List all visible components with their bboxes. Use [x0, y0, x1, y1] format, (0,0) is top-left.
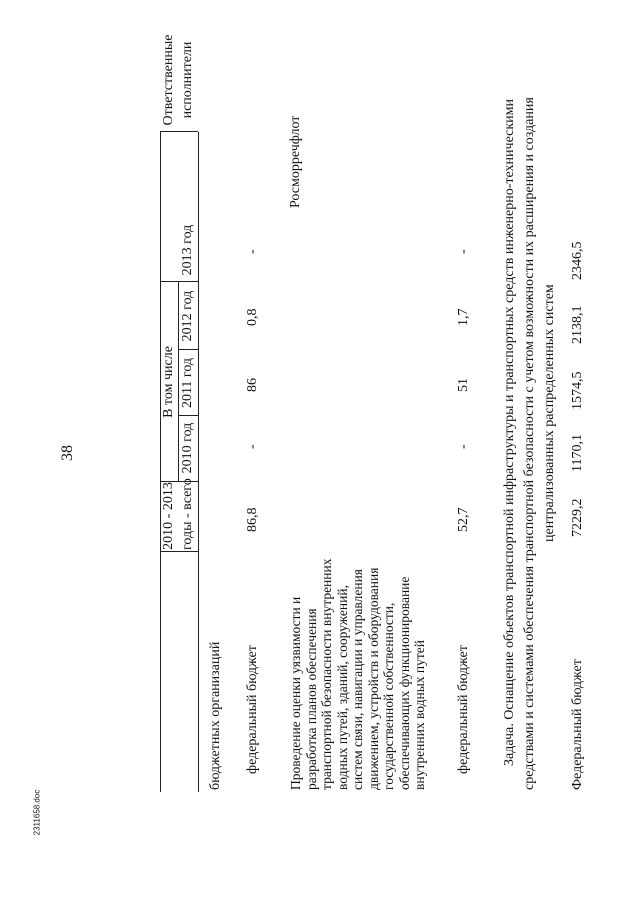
rotated-table-sheet [150, 22, 640, 882]
header-total-line1: 2010 - 2013 [161, 482, 176, 550]
row-2012: 0,8 [245, 308, 260, 326]
federal-2011: 1574,5 [570, 371, 585, 410]
row-2010: - [245, 444, 260, 449]
row-label: федеральный бюджет [456, 645, 471, 774]
federal-2010: 1170,1 [570, 434, 585, 472]
task-line-2: средствами и системами обеспечения транспортной безопасности с учетом возможности их расширения и создания [522, 97, 537, 790]
header-executors-line1: Ответственные [161, 34, 176, 126]
task-line-3: централизованных распределенных систем [542, 284, 557, 542]
row-2010: - [456, 444, 471, 449]
document-reference: 2311658.doc [32, 789, 42, 836]
header-group-label: В том числе [161, 346, 176, 418]
row-2011: 51 [456, 378, 471, 392]
col-separator-1 [160, 551, 198, 552]
federal-2013: 2346,5 [570, 241, 585, 280]
header-year-2011: 2011 год [180, 357, 195, 409]
federal-label: Федеральный бюджет [570, 659, 585, 790]
header-year-2013: 2013 год [180, 224, 195, 276]
row-2013: - [456, 249, 471, 254]
row-total: 52,7 [456, 507, 471, 532]
row-label: бюджетных организаций [208, 641, 223, 790]
row-2013: - [245, 249, 260, 254]
header-year-2012: 2012 год [180, 290, 195, 342]
row-2011: 86 [245, 378, 260, 392]
header-bottom-rule [198, 132, 199, 792]
federal-2012: 2138,1 [570, 305, 585, 344]
year-group-rule [178, 282, 179, 482]
page-number: 38 [59, 445, 76, 461]
row-total: 86,8 [245, 507, 260, 532]
federal-total: 7229,2 [570, 498, 585, 537]
header-executors-line2: исполнители [180, 41, 195, 119]
row-executor: Росморречфлот [288, 115, 303, 208]
measure-description: Проведение оценки уязвимости и разработка планов обеспечения транспортной безопасности внутренних водных путей, зданий, сооружений, систем связи, навигации и управления движением, устройств и оборудования государственной собственности, обеспечивающих функционирование внутренних водных путей [288, 558, 427, 790]
header-year-2010: 2010 год [180, 422, 195, 474]
task-line-1: Задача. Оснащение объектов транспортной инфраструктуры и транспортных средств инженерно-техническими [502, 98, 517, 766]
col-separator-6 [160, 131, 198, 132]
row-2012: 1,7 [456, 308, 471, 326]
header-total-line2: годы - всего [180, 478, 195, 550]
row-label: федеральный бюджет [245, 645, 260, 774]
